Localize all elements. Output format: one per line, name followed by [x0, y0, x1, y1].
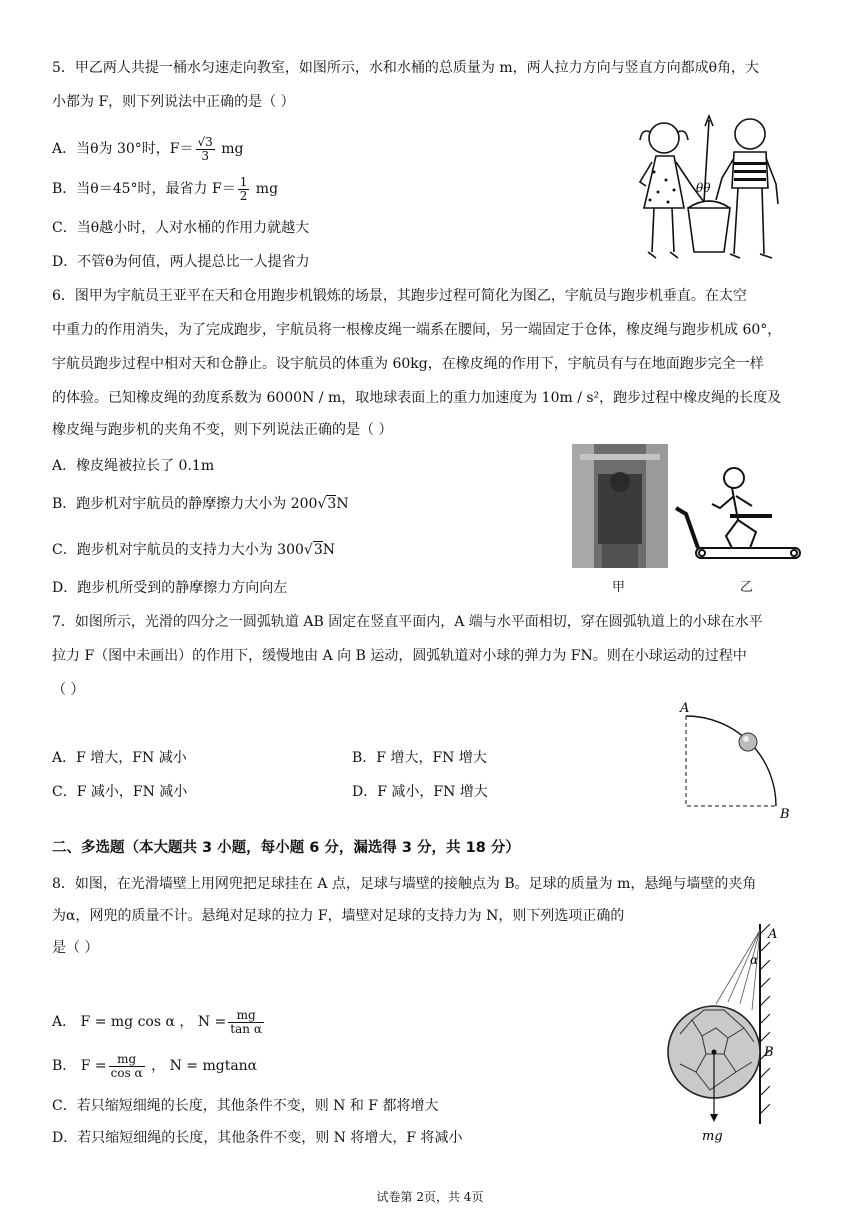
- q8-point-a-label: A: [768, 927, 778, 942]
- q5-a-fraction: $\frac{√3}{3}$: [197, 134, 213, 163]
- q6-stem-line2: 中重力的作用消失，为了完成跑步，宇航员将一根橡皮绳一端系在腰间，另一端固定于仓体，橡皮绳与跑步机成 60°，: [52, 322, 782, 338]
- q6-stem-line5: 橡皮绳与跑步机的夹角不变，则下列说法正确的是（ ）: [52, 422, 393, 438]
- q5-b-fraction: $\frac{1}{2}$: [239, 174, 248, 203]
- q6-treadmill-diagram: [672, 462, 808, 564]
- q7-stem-line1: 7．如图所示，光滑的四分之一圆弧轨道 AB 固定在竖直平面内，A 端与水平面相切，穿在圆弧轨道上的小球在水平: [52, 614, 763, 630]
- q6-fig-yi-label: 乙: [740, 580, 754, 595]
- q5-option-a: A．当θ为 30°时，F＝ $\frac{√3}{3}$ mg: [52, 134, 244, 163]
- q6-stem-line3: 宇航员跑步过程中相对天和仓静止。设宇航员的体重为 60kg，在橡皮绳的作用下，宇航员有与在地面跑步完全一样: [52, 356, 764, 372]
- q5-stem-line1: 5．甲乙两人共提一桶水匀速走向教室，如图所示，水和水桶的总质量为 m，两人拉力方向与竖直方向都成θ角，大: [52, 60, 760, 76]
- q7-option-a: A．F 增大，FN 减小: [52, 750, 187, 766]
- page-footer: 试卷第 2页，共 4页: [376, 1190, 484, 1204]
- q8-option-b: B． F = $\frac{mg}{\text{cos α}}$ ， N = mgtanα: [52, 1051, 258, 1080]
- q8-stem-line1: 8．如图，在光滑墙壁上用网兜把足球挂在 A 点，足球与墙壁的接触点为 B。足球的质量为 m，悬绳与墙壁的夹角: [52, 876, 757, 892]
- q6-option-c: C．跑步机对宇航员的支持力大小为 300√3N: [52, 542, 335, 558]
- q6-option-b: B．跑步机对宇航员的静摩擦力大小为 200√3N: [52, 496, 349, 512]
- q8-stem-line3: 是（ ）: [52, 940, 99, 956]
- q6-option-a: A．橡皮绳被拉长了 0.1m: [52, 458, 215, 474]
- q7-point-a-label: A: [680, 702, 690, 716]
- q5-option-c: C．当θ越小时，人对水桶的作用力就越大: [52, 220, 310, 236]
- q5-theta-labels: θθ: [696, 181, 711, 195]
- q6-stem-line1: 6．图甲为宇航员王亚平在天和仓用跑步机锻炼的场景，其跑步过程可简化为图乙，宇航员与跑步机垂直。在太空: [52, 288, 747, 304]
- q8-football-wall-diagram: [666, 924, 788, 1146]
- q7-arc-diagram: [676, 702, 796, 822]
- q8-option-d: D．若只缩短细绳的长度，其他条件不变，则 N 将增大，F 将减小: [52, 1130, 463, 1146]
- q5-option-d: D．不管θ为何值，两人提总比一人提省力: [52, 254, 310, 270]
- q8-option-a: A． F = mg cos α ， N = $\frac{mg}{\text{tan α}}$: [52, 1007, 262, 1036]
- q7-option-c: C．F 减小，FN 减小: [52, 784, 188, 800]
- q8-alpha-label: α: [750, 953, 759, 967]
- q7-option-b: B．F 增大，FN 增大: [352, 750, 487, 766]
- q5-option-b: B．当θ＝45°时，最省力 F＝ $\frac{1}{2}$ mg: [52, 174, 279, 203]
- q6-astronaut-photo: [572, 444, 668, 568]
- q8-a-fraction: $\frac{mg}{\text{tan α}}$: [230, 1007, 262, 1036]
- q8-b-fraction: $\frac{mg}{\text{cos α}}$: [110, 1051, 143, 1080]
- q7-option-d: D．F 减小，FN 增大: [352, 784, 488, 800]
- q6-option-d: D．跑步机所受到的静摩擦力方向向左: [52, 580, 288, 596]
- q7-point-b-label: B: [780, 807, 790, 822]
- q8-stem-line2: 为α，网兜的质量不计。悬绳对足球的拉力 F，墙壁对足球的支持力为 N，则下列选项正确的: [52, 908, 625, 924]
- q7-stem-line2: 拉力 F（图中未画出）的作用下，缓慢地由 A 向 B 运动，圆弧轨道对小球的弹力为 FN。则在小球运动的过程中: [52, 648, 747, 664]
- q5-stem-line2: 小都为 F，则下列说法中正确的是（ ）: [52, 94, 295, 110]
- q8-mg-label: mg: [702, 1129, 723, 1144]
- q6-stem-line4: 的体验。已知橡皮绳的劲度系数为 6000N / m，取地球表面上的重力加速度为 10m / s²，跑步过程中橡皮绳的长度及: [52, 390, 782, 406]
- q8-point-b-label: B: [764, 1045, 774, 1060]
- q5-children-bucket-figure: [626, 112, 788, 270]
- section-heading-multiple-choice: 二、多选题（本大题共 3 小题，每小题 6 分，漏选得 3 分，共 18 分）: [52, 840, 520, 856]
- q8-option-c: C．若只缩短细绳的长度，其他条件不变，则 N 和 F 都将增大: [52, 1098, 439, 1114]
- q7-stem-line3: （ ）: [52, 682, 85, 698]
- q6-fig-jia-label: 甲: [612, 580, 626, 595]
